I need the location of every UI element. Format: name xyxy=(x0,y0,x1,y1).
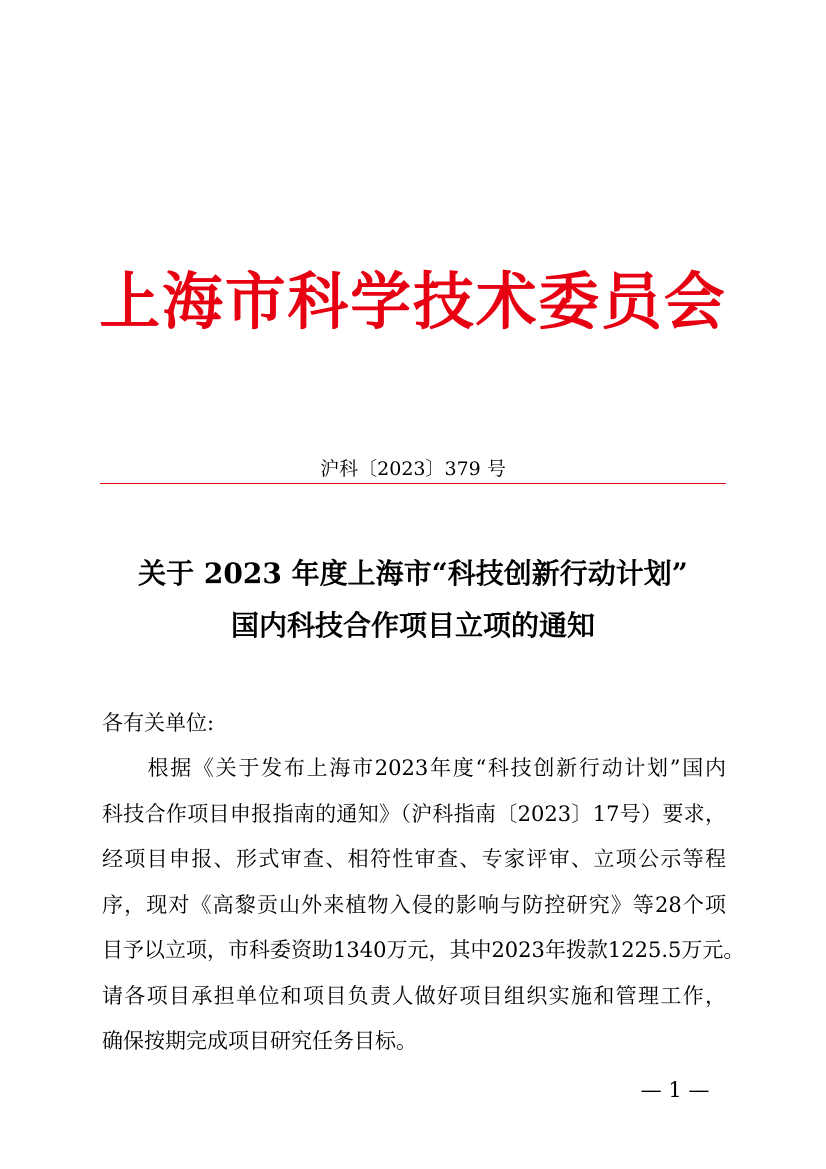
salutation: 各有关单位: xyxy=(102,711,215,735)
body-paragraph xyxy=(102,746,745,1065)
red-divider-line xyxy=(100,483,726,484)
page-number: — 1 — xyxy=(640,1078,710,1102)
body-line: 请各项目承担单位和项目负责人做好项目组织实施和管理工作， xyxy=(102,983,726,1008)
body-line: 确保按期完成项目研究任务目标。 xyxy=(102,1029,417,1053)
body-line: 经项目申报、形式审查、相符性审查、专家评审、立项公示等程 xyxy=(102,847,726,871)
issuer-header: 上海市科学技术委员会 xyxy=(99,265,727,338)
body-line: 科技合作项目申报指南的通知》（沪科指南〔2023〕17号）要求， xyxy=(102,801,726,826)
body-line: 序，现对《高黎贡山外来植物入侵的影响与防控研究》等28个项 xyxy=(102,892,726,917)
body-line: 根据《关于发布上海市2023年度“科技创新行动计划”国内 xyxy=(102,756,726,780)
notice-title-line-1: 关于 2023 年度上海市“科技创新行动计划” xyxy=(138,557,688,590)
body-line: 目予以立项，市科委资助1340万元，其中2023年拨款1225.5万元。 xyxy=(102,938,745,962)
notice-title-line-2: 国内科技合作项目立项的通知 xyxy=(230,609,595,642)
notice-title xyxy=(0,548,826,652)
document-number: 沪科〔2023〕379 号 xyxy=(320,458,506,480)
